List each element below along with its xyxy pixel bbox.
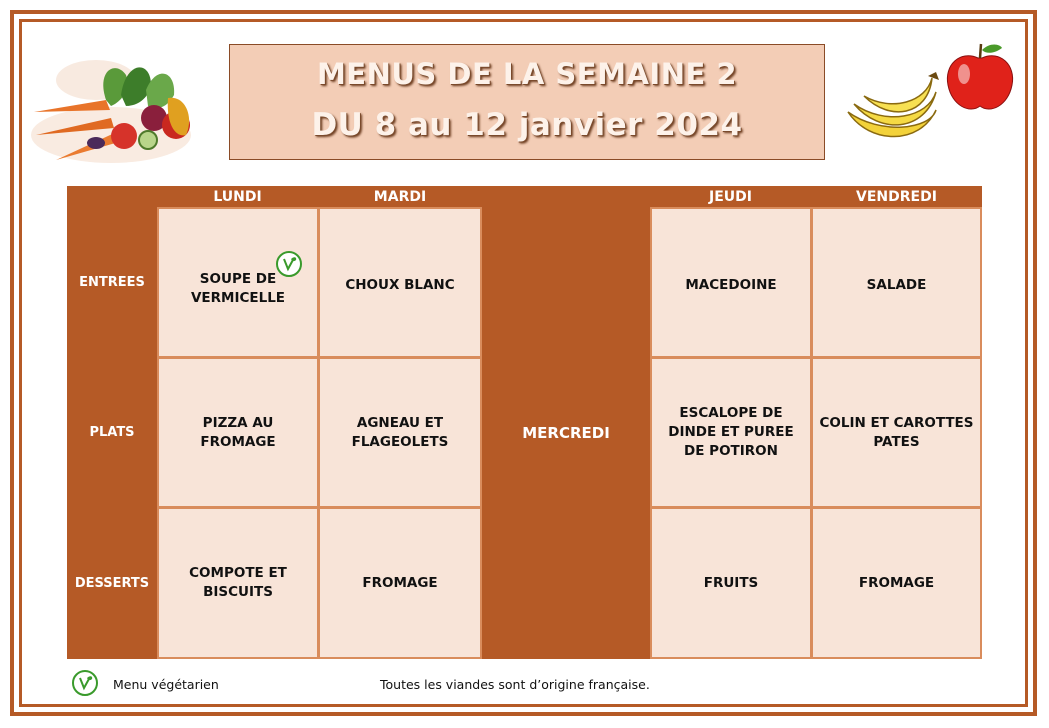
title-banner <box>229 44 825 160</box>
row-header-entrees: ENTREES <box>67 207 157 357</box>
header-lundi: LUNDI <box>213 189 262 205</box>
menu-item: FROMAGE <box>858 574 935 591</box>
page-title: MENUS DE LA SEMAINE 2 <box>316 57 738 91</box>
header-jeudi: JEUDI <box>709 189 752 205</box>
cell-vendredi-dessert <box>811 507 982 659</box>
vegetarian-legend-label: Menu végétarien <box>113 677 219 692</box>
vegetables-illustration <box>26 40 196 170</box>
cell-jeudi-entree <box>650 207 812 358</box>
menu-item: COLIN ET CAROTTES PATES <box>819 414 974 450</box>
menu-item: FROMAGE <box>362 574 438 591</box>
cell-lundi-entree <box>157 207 319 358</box>
date-range: DU 8 au 12 janvier 2024 <box>311 107 743 143</box>
menu-item: ESCALOPE DE DINDE ET PUREE DE POTIRON <box>668 405 794 459</box>
menu-item: AGNEAU ET FLAGEOLETS <box>351 414 449 450</box>
cell-vendredi-plat <box>811 357 982 508</box>
header-vendredi: VENDREDI <box>856 189 937 205</box>
row-header-desserts: DESSERTS <box>67 507 157 659</box>
mercredi-column: MERCREDI <box>482 207 650 659</box>
row-header-plats: PLATS <box>67 357 157 507</box>
fruits-illustration <box>840 40 1020 160</box>
menu-item: SOUPE DE VERMICELLE <box>190 270 286 306</box>
menu-item: SALADE <box>866 277 927 293</box>
cell-jeudi-dessert <box>650 507 812 659</box>
menu-item: FRUITS <box>703 574 759 591</box>
menu-item: MACEDOINE <box>685 277 777 293</box>
cell-mardi-dessert <box>318 507 482 659</box>
menu-item: PIZZA AU FROMAGE <box>200 414 276 450</box>
menu-table <box>67 186 982 659</box>
menu-item: COMPOTE ET BISCUITS <box>189 565 287 600</box>
origin-note: Toutes les viandes sont d’origine française. <box>380 677 650 692</box>
vegetarian-leaf-icon <box>275 250 303 278</box>
menu-item: CHOUX BLANC <box>345 277 455 293</box>
cell-lundi-plat <box>157 357 319 508</box>
cell-mardi-entree <box>318 207 482 358</box>
cell-mardi-plat <box>318 357 482 508</box>
cell-lundi-dessert <box>157 507 319 659</box>
vegetarian-legend-icon <box>71 669 99 697</box>
cell-jeudi-plat <box>650 357 812 508</box>
header-mardi: MARDI <box>373 189 427 205</box>
cell-vendredi-entree <box>811 207 982 358</box>
